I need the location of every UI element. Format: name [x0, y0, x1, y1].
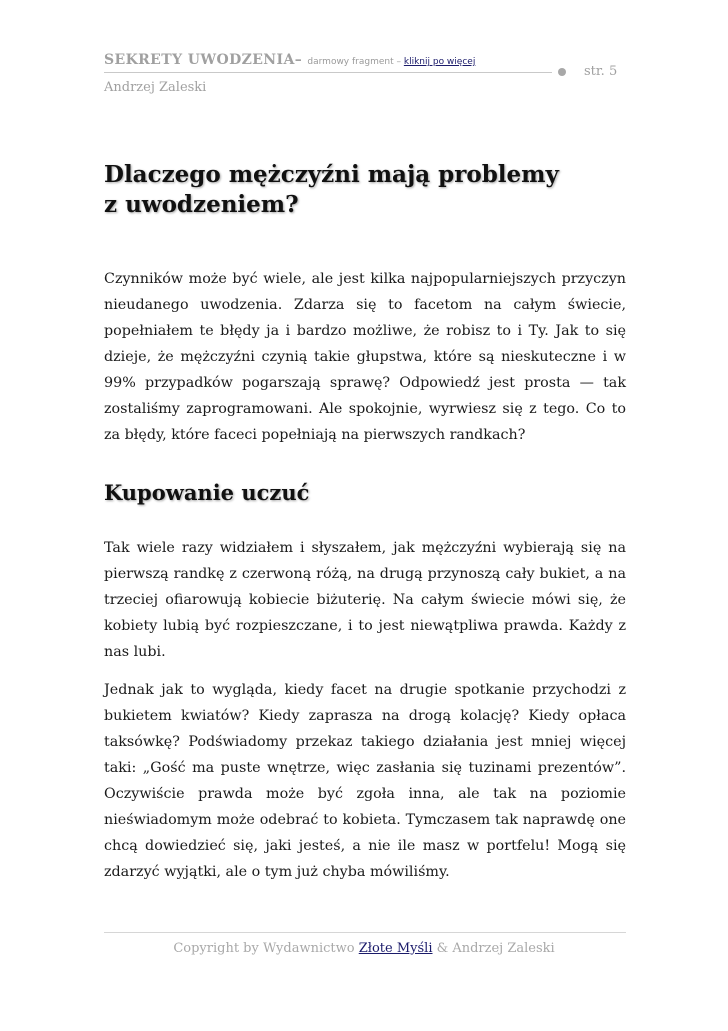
chapter-heading-line-1: Dlaczego mężczyźni mają problemy [104, 161, 559, 188]
more-link[interactable]: kliknij po więcej [403, 57, 476, 67]
chapter-heading [104, 160, 624, 220]
paragraph-intro: Czynników może być wiele, ale jest kilka najpopularniejszych przyczyn nieudanego uwodzenia. Zdarza się to facetom na całym świecie, popełniałem te błędy ja i bardzo możliwe, że robisz to i Ty. Jak to się dzieje, że mężczyźni czynią takie głupstwa, które są nieskuteczne i w 99% przypadków pogarszają sprawę? Odpowiedź jest prosta — tak zostaliśmy zaprogramowani. Ale spokojnie, wyrwiesz się z tego. Co to za błędy, które faceci popełniają na pierwszych randkach? [104, 271, 626, 443]
section-heading: Kupowanie uczuć [104, 480, 310, 505]
fragment-label: darmowy fragment – [307, 57, 404, 67]
title-dash: – [294, 52, 308, 68]
header-title-line [104, 49, 475, 68]
copyright-suffix: & Andrzej Zaleski [432, 941, 555, 956]
copyright-prefix: Copyright by Wydawnictwo [173, 941, 359, 956]
paragraph-subconscious: Jednak jak to wygląda, kiedy facet na drugie spotkanie przychodzi z bukietem kwiatów? Kiedy zaprasza na drogą kolację? Kiedy opłaca taksówkę? Podświadomy przekaz takiego działania jest mniej więcej taki: „Gość ma puste wnętrze, więc zasłania się tuzinami prezentów”. Oczywiście prawda może być zgoła inna, ale tak na poziomie nieświadomym może odebrać to kobieta. Tymczasem tak naprawdę one chcą dowiedzieć się, jaki jesteś, a nie ile masz w portfelu! Mogą się zdarzyć wyjątki, ale o tym już chyba mówiliśmy. [104, 682, 626, 880]
author-name: Andrzej Zaleski [104, 80, 207, 95]
publisher-link[interactable]: Złote Myśli [358, 941, 433, 956]
footer-divider [104, 932, 626, 933]
header-divider [104, 72, 552, 73]
book-title: SEKRETY UWODZENIA [104, 52, 295, 68]
paragraph-gifts: Tak wiele razy widziałem i słyszałem, jak mężczyźni wybierają się na pierwszą randkę z czerwoną różą, na drugą przynoszą cały bukiet, a na trzeciej ofiarowują kobiecie biżuterię. Na całym świecie mówi się, że kobiety lubią być rozpieszczane, i to jest niewątpliwa prawda. Każdy z nas lubi. [104, 540, 626, 660]
bullet-icon [558, 68, 566, 76]
page-footer [0, 941, 728, 956]
chapter-heading-line-2: z uwodzeniem? [104, 191, 299, 218]
page-number: str. 5 [584, 64, 618, 79]
